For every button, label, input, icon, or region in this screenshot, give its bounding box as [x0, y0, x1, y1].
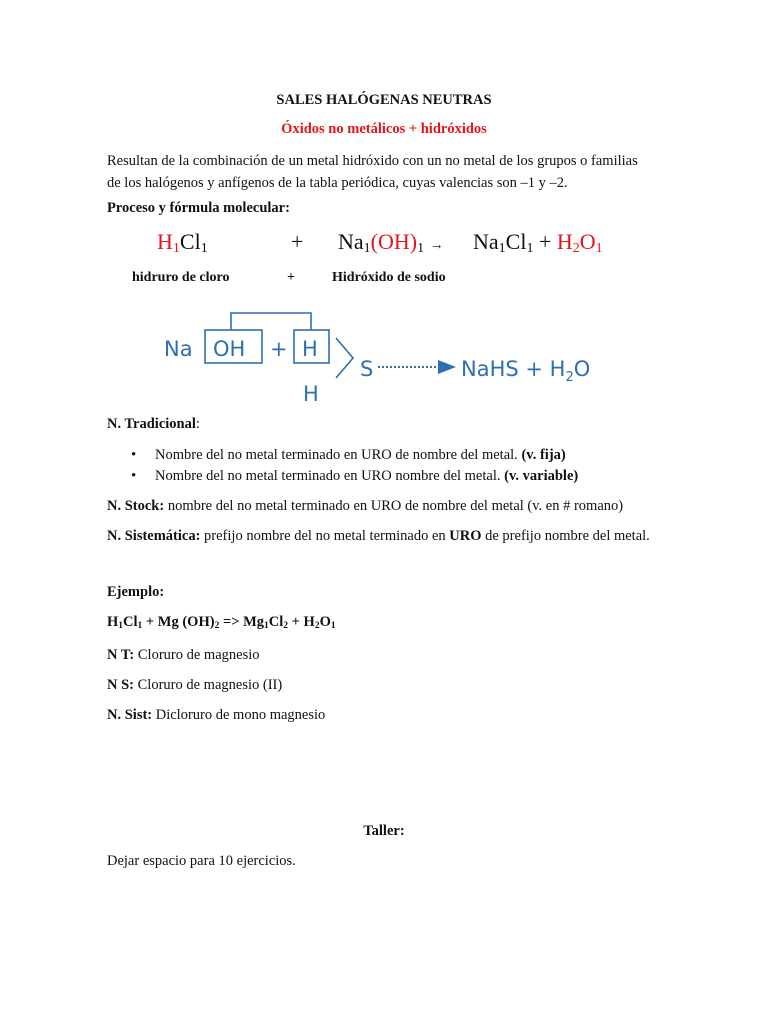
eq-prod-cl-sub: 1	[526, 241, 534, 256]
diagram-na: Na	[164, 337, 193, 361]
sistematica-uro: URO	[449, 528, 482, 544]
equation-plus: +	[291, 229, 304, 254]
eq-water-h: H	[556, 229, 573, 254]
ex-o-sub: 1	[330, 621, 336, 631]
stock-text: nombre del no metal terminado en URO de nombre del metal (v. en # romano)	[164, 498, 624, 514]
diagram-s: S	[360, 357, 374, 381]
ex-h: H	[107, 614, 119, 630]
ex-h-sub: 1	[118, 621, 124, 631]
diagram-products	[461, 357, 590, 385]
label-hidruro: hidruro de cloro	[132, 270, 230, 285]
nt-label: N T:	[107, 647, 135, 663]
page-title: SALES HALÓGENAS NEUTRAS	[276, 92, 492, 108]
tradicional-label: N. Tradicional	[107, 416, 196, 432]
ns-line	[107, 674, 282, 696]
list-item-note: (v. fija)	[521, 447, 566, 463]
equation-products	[473, 229, 603, 255]
sistematica-paragraph	[107, 525, 650, 547]
taller-text: Dejar espacio para 10 ejercicios.	[107, 853, 296, 869]
taller-line	[107, 850, 296, 872]
diagram-h-top: H	[302, 337, 318, 361]
list-item	[131, 466, 578, 487]
eq-prod-plus: +	[538, 229, 552, 254]
ex-plus: + H	[288, 614, 315, 630]
diagram-oh: OH	[213, 337, 246, 361]
stock-paragraph	[107, 495, 623, 517]
chevron-icon	[336, 338, 353, 378]
equation-reactant-2	[338, 229, 444, 255]
ex-h2-sub: 2	[314, 621, 320, 631]
sistematica-label: N. Sistemática:	[107, 528, 201, 544]
intro-line-2: de los halógenos y anfígenos de la tabla periódica, cuyas valencias son –1 y –2.	[107, 175, 568, 191]
label-hidroxido: Hidróxido de sodio	[332, 270, 446, 285]
ex-cl: Cl	[123, 614, 138, 630]
list-item	[131, 445, 578, 466]
eq-prod-na: Na	[473, 229, 499, 254]
equation-reactant-1	[157, 229, 208, 255]
sistematica-text-2: de prefijo nombre del metal.	[481, 528, 650, 544]
nsist-line	[107, 704, 325, 726]
diagram-products-text: NaHS + H	[461, 357, 566, 381]
list-item-text: Nombre del no metal terminado en URO de nombre del metal.	[155, 447, 522, 463]
nsist-value: Dicloruro de mono magnesio	[152, 707, 326, 723]
eq-cl-sub: 1	[200, 241, 208, 256]
reaction-diagram	[150, 305, 610, 405]
eq-water-o: O	[579, 229, 596, 254]
ex-cl2: Cl	[268, 614, 284, 630]
nt-value: Cloruro de magnesio	[134, 647, 260, 663]
ejemplo-formula	[107, 614, 336, 631]
ex-mid: + Mg (OH)	[142, 614, 215, 630]
eq-water-o-sub: 1	[595, 241, 603, 256]
tradicional-heading	[107, 416, 200, 433]
nsist-label: N. Sist:	[107, 707, 153, 723]
nt-line	[107, 644, 260, 666]
diagram-water-sub: 2	[565, 370, 574, 385]
label-plus: +	[287, 270, 295, 285]
list-item-note: (v. variable)	[504, 468, 579, 484]
eq-arrow: →	[429, 238, 444, 253]
eq-water-h-sub: 2	[572, 241, 580, 256]
ex-cl-sub: 1	[137, 621, 143, 631]
bond-bracket	[231, 313, 311, 330]
page-subtitle: Óxidos no metálicos + hidróxidos	[281, 121, 487, 137]
eq-h: H	[157, 229, 173, 254]
eq-prod-cl: Cl	[505, 229, 527, 254]
diagram-h-bottom: H	[303, 382, 319, 405]
ejemplo-heading: Ejemplo:	[107, 584, 165, 600]
eq-na: Na	[338, 229, 364, 254]
ex-arrow: => Mg	[219, 614, 265, 630]
ex-cl2-sub: 2	[283, 621, 289, 631]
eq-oh-sub: 1	[417, 241, 425, 256]
tradicional-colon: :	[195, 416, 200, 432]
list-item-text: Nombre del no metal terminado en URO nombre del metal.	[155, 468, 505, 484]
diagram-water-o: O	[573, 357, 591, 381]
process-heading: Proceso y fórmula molecular:	[107, 200, 290, 216]
taller-heading: Taller:	[363, 823, 405, 839]
stock-label: N. Stock:	[107, 498, 165, 514]
eq-h-sub: 1	[172, 241, 180, 256]
eq-oh: (OH)	[370, 229, 418, 254]
diagram-plus: +	[270, 337, 288, 361]
intro-line-1: Resultan de la combinación de un metal hidróxido con un no metal de los grupos o familias	[107, 153, 638, 169]
tradicional-list	[131, 445, 578, 487]
intro-paragraph	[107, 150, 707, 194]
ex-o: O	[319, 614, 331, 630]
ns-label: N S:	[107, 677, 134, 693]
ns-value: Cloruro de magnesio (II)	[134, 677, 283, 693]
eq-prod-na-sub: 1	[498, 241, 506, 256]
sistematica-text-1: prefijo nombre del no metal terminado en	[200, 528, 450, 544]
eq-na-sub: 1	[363, 241, 371, 256]
arrow-head-icon	[438, 360, 456, 374]
ex-mg-sub: 1	[264, 621, 269, 631]
ex-oh-sub: 2	[214, 621, 220, 631]
eq-cl: Cl	[179, 229, 201, 254]
